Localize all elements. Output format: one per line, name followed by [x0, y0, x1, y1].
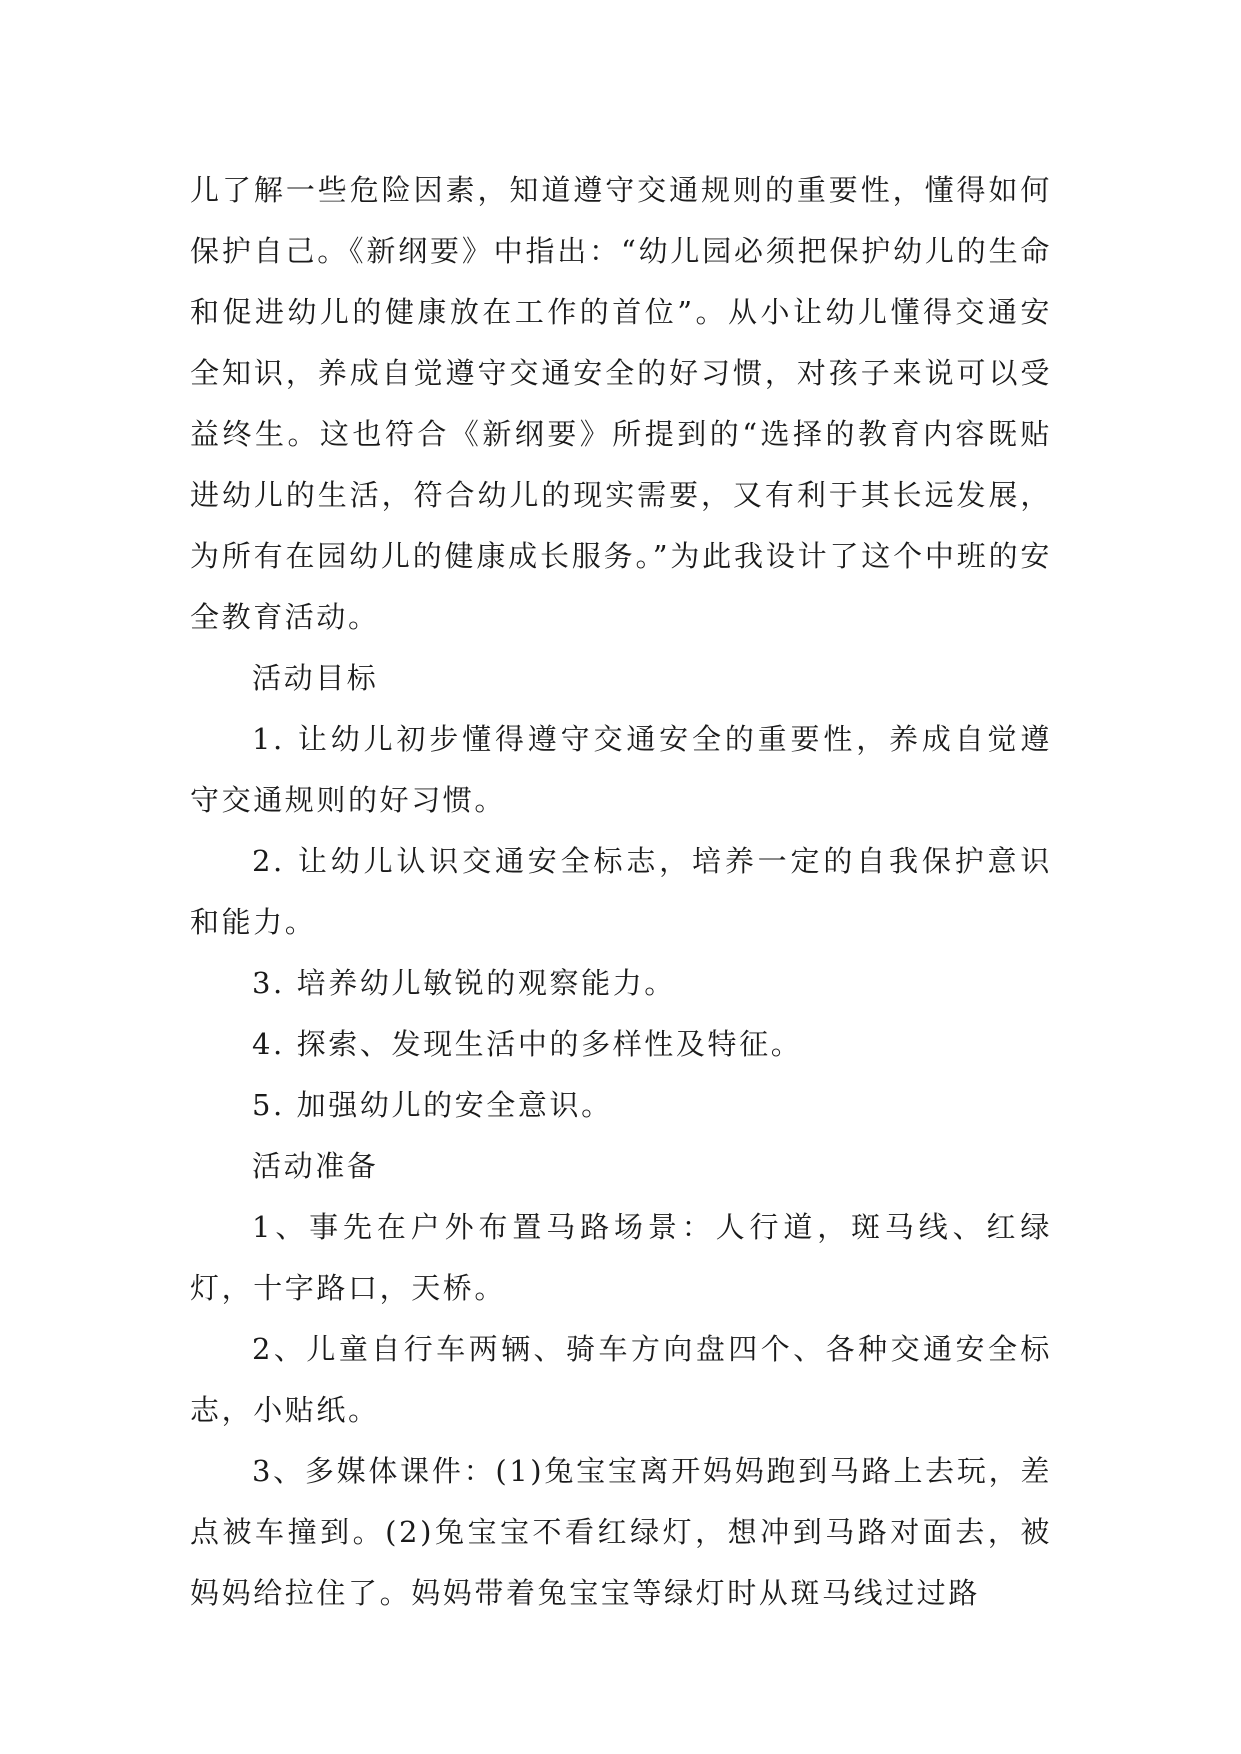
section-heading-goals: 活动目标 — [252, 661, 379, 695]
preparation-item-1: 1、事先在户外布置马路场景：人行道，斑马线、红绿灯，十字路口，天桥。 — [190, 1210, 1052, 1305]
goal-item-2: 2. 让幼儿认识交通安全标志，培养一定的自我保护意识和能力。 — [190, 844, 1052, 939]
goal-item-5: 5. 加强幼儿的安全意识。 — [252, 1088, 613, 1122]
preparation-item-3: 3、多媒体课件：(1)兔宝宝离开妈妈跑到马路上去玩，差点被车撞到。(2)兔宝宝不看红绿灯，想冲到马路对面去，被妈妈给拉住了。妈妈带着兔宝宝等绿灯时从斑马线过过路 — [190, 1454, 1052, 1610]
section-heading-preparation: 活动准备 — [252, 1149, 379, 1183]
goal-item-3: 3. 培养幼儿敏锐的观察能力。 — [252, 966, 676, 1000]
preparation-item-2: 2、儿童自行车两辆、骑车方向盘四个、各种交通安全标志，小贴纸。 — [190, 1332, 1052, 1427]
goal-item-4: 4. 探索、发现生活中的多样性及特征。 — [252, 1027, 803, 1061]
intro-paragraph: 儿了解一些危险因素，知道遵守交通规则的重要性，懂得如何保护自己。《新纲要》中指出：“幼儿园必须把保护幼儿的生命和促进幼儿的健康放在工作的首位”。从小让幼儿懂得交通安全知识，养成自觉遵守交通安全的好习惯，对孩子来说可以受益终生。这也符合《新纲要》所提到的“选择的教育内容既贴进幼儿的生活，符合幼儿的现实需要，又有利于其长远发展，为所有在园幼儿的健康成长服务。”为此我设计了这个中班的安全教育活动。 — [190, 173, 1052, 634]
document-body — [190, 160, 1052, 1624]
goal-item-1: 1. 让幼儿初步懂得遵守交通安全的重要性，养成自觉遵守交通规则的好习惯。 — [190, 722, 1052, 817]
